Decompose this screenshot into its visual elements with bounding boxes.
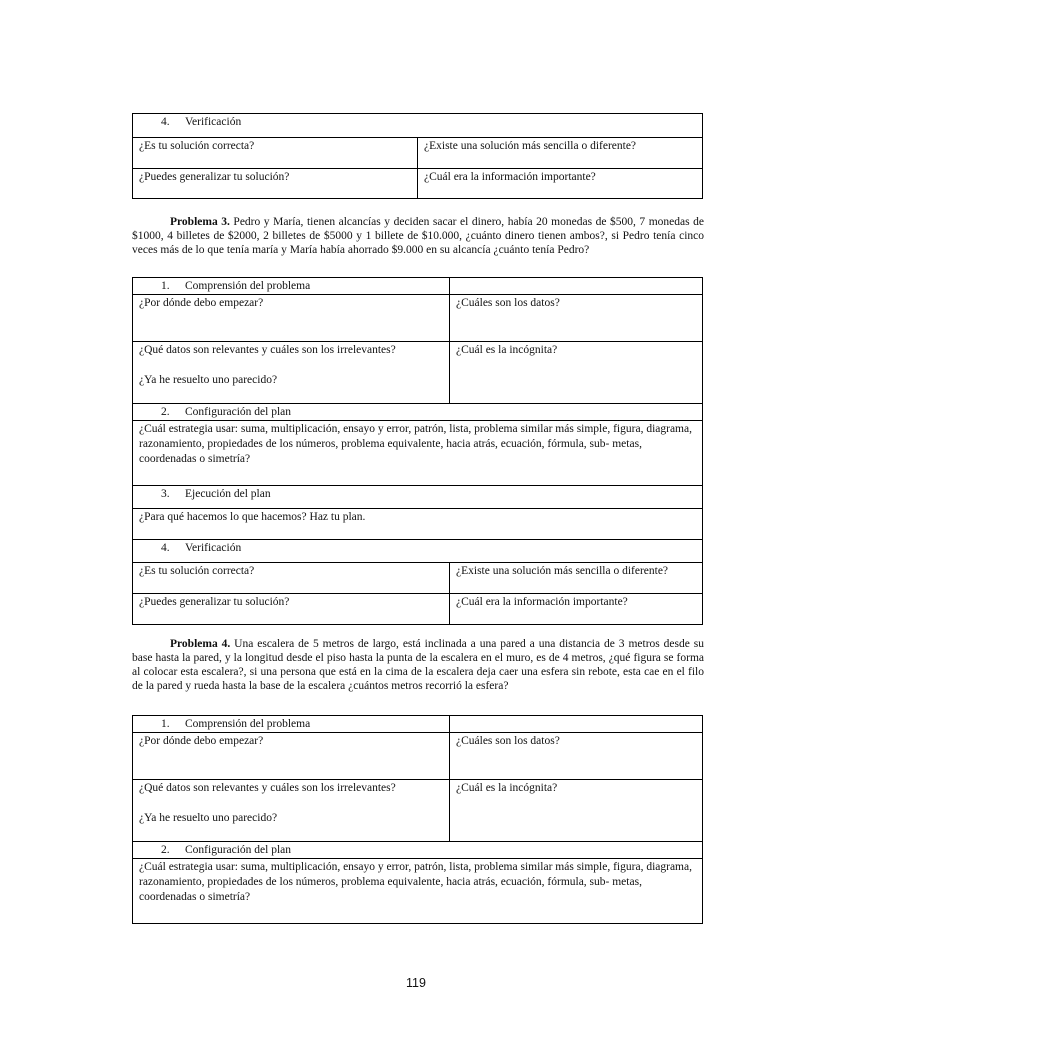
problem-4-title: Problema 4.	[170, 638, 231, 650]
question-cell: ¿Cuáles son los datos?	[450, 295, 703, 342]
problem-3-title: Problema 3.	[170, 216, 230, 228]
section-configuracion-header: 2. Configuración del plan	[133, 404, 703, 421]
question-cell: ¿Existe una solución más sencilla o diferente?	[418, 138, 703, 169]
plan-cell: ¿Para qué hacemos lo que hacemos? Haz tu plan.	[133, 509, 703, 540]
problem-4-worksheet	[132, 715, 703, 924]
question-cell: ¿Qué datos son relevantes y cuáles son los irrelevantes? ¿Ya he resuelto uno parecido?	[133, 342, 450, 404]
section-comprension-header: 1. Comprensión del problema	[133, 278, 450, 295]
problem-3-text: Pedro y María, tienen alcancías y deciden sacar el dinero, había 20 monedas de $500, 7 monedas de $1000, 4 billetes de $2000, 2 billetes de $5000 y 1 billete de $10.000, ¿cuánto dinero tienen ambos?, si Pedro tenía cinco veces más de lo que tenía maría y María había ahorrado $9.000 en su alcancía ¿cuánto tenía Pedro?	[132, 216, 704, 256]
problem-3-statement	[132, 215, 704, 257]
question-cell: ¿Por dónde debo empezar?	[133, 733, 450, 780]
problem-4-text: Una escalera de 5 metros de largo, está inclinada a una pared a una distancia de 3 metros desde su base hasta la pared, y la longitud desde el piso hasta la punta de la escalera en el muro, es de 4 metros, ¿qué figura se forma al colocar esta escalera?, si una persona que está en la cima de la escalera deja caer una esfera sin rebote, esta cae en el filo de la pared y rueda hasta la base de la escalera ¿cuántos metros recorrió la esfera?	[132, 638, 705, 692]
question-cell: ¿Cuál es la incógnita?	[450, 780, 703, 842]
question-cell: ¿Por dónde debo empezar?	[133, 295, 450, 342]
question-cell: ¿Cuál era la información importante?	[450, 594, 703, 625]
problem-3-worksheet	[132, 277, 703, 625]
question-cell: ¿Es tu solución correcta?	[133, 138, 418, 169]
question-cell: ¿Cuáles son los datos?	[450, 733, 703, 780]
question-cell: ¿Puedes generalizar tu solución?	[133, 594, 450, 625]
empty-cell	[450, 278, 703, 295]
strategy-cell: ¿Cuál estrategia usar: suma, multiplicación, ensayo y error, patrón, lista, problema similar más simple, figura, diagrama, razonamiento, propiedades de los números, problema equivalente, hacia atrás, ecuación, fórmula, sub- metas, coordenadas o simetría?	[133, 859, 703, 924]
problem-4-statement	[132, 637, 704, 693]
section-verificacion-header: 4. Verificación	[133, 114, 703, 138]
question-cell: ¿Existe una solución más sencilla o diferente?	[450, 563, 703, 594]
question-cell: ¿Cuál es la incógnita?	[450, 342, 703, 404]
question-cell: ¿Qué datos son relevantes y cuáles son los irrelevantes? ¿Ya he resuelto uno parecido?	[133, 780, 450, 842]
section-ejecucion-header: 3. Ejecución del plan	[133, 486, 703, 509]
section-configuracion-header: 2. Configuración del plan	[133, 842, 703, 859]
question-cell: ¿Puedes generalizar tu solución?	[133, 169, 418, 199]
empty-cell	[450, 716, 703, 733]
verification-table-top	[132, 113, 703, 199]
question-cell: ¿Es tu solución correcta?	[133, 563, 450, 594]
section-verificacion-header: 4. Verificación	[133, 540, 703, 563]
question-cell: ¿Cuál era la información importante?	[418, 169, 703, 199]
page-number: 119	[406, 976, 426, 990]
section-comprension-header: 1. Comprensión del problema	[133, 716, 450, 733]
strategy-cell: ¿Cuál estrategia usar: suma, multiplicación, ensayo y error, patrón, lista, problema similar más simple, figura, diagrama, razonamiento, propiedades de los números, problema equivalente, hacia atrás, ecuación, fórmula, sub- metas, coordenadas o simetría?	[133, 421, 703, 486]
